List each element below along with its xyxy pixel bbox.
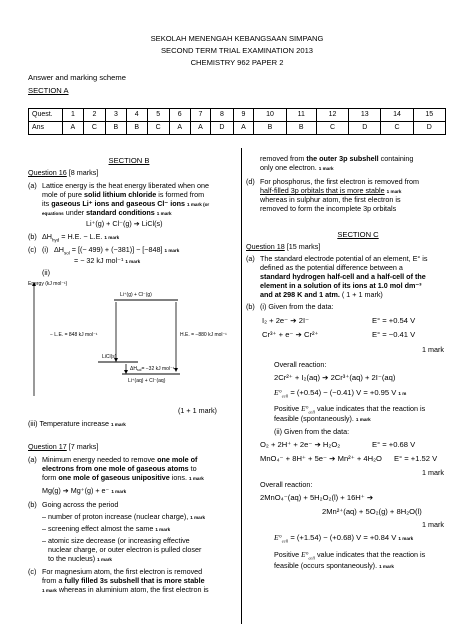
q17-heading: Question 17 xyxy=(28,442,67,451)
table-cell: 4 xyxy=(126,109,147,122)
mark-label: 1 mark xyxy=(189,476,204,481)
mark-label: equations xyxy=(42,211,64,216)
table-cell: 11 xyxy=(286,109,316,122)
q16-c-result xyxy=(74,256,140,265)
table-cell: C xyxy=(381,122,413,135)
table-row-answers xyxy=(29,122,446,135)
q18-pos1-line2 xyxy=(274,414,371,423)
text: value indicates that the reaction is xyxy=(316,404,426,413)
section-b-title: SECTION B xyxy=(108,156,150,165)
bold-text: one mole of xyxy=(157,455,198,464)
right-column xyxy=(246,150,456,630)
table-cell: 3 xyxy=(106,109,127,122)
mark-label: 1 mark xyxy=(111,489,127,494)
column-divider xyxy=(241,148,242,624)
q16-c-line: $\Delta H_{sol}$ = [(− 499) + (−381)] − [−848] 1 mark xyxy=(54,245,180,256)
q18-eq4-left: MnO₄⁻ + 8H⁺ + 5e⁻ ➔ Mn²⁺ + 4H₂O xyxy=(260,454,382,463)
bold-text: electrons from one mole of gaseous atoms xyxy=(42,464,189,473)
table-cell: B xyxy=(286,122,316,135)
q18-a-line2: defined as the potential difference between a xyxy=(260,263,403,272)
q16-c-label: (c) xyxy=(28,245,37,254)
q18-mark2: 1 mark xyxy=(422,468,444,477)
mark-label: 1 mark xyxy=(110,422,126,427)
q16-a-line2 xyxy=(42,190,204,199)
q18-eq4-right: E° = +1.52 V xyxy=(394,454,438,463)
q16-a-line3 xyxy=(42,199,209,208)
text: ( 1 + 1 mark) xyxy=(341,290,383,299)
energy-cycle-diagram xyxy=(28,278,230,400)
solution-enthalpy-label: $\Delta H_{sol}= -32$ kJ mol⁻¹ xyxy=(130,366,175,372)
q18-ecell2-line: $E^\circ_{cell} = (+1.54) - (+0.68) V = +0.84$ V 1 mark xyxy=(274,533,414,544)
mark-label: 1 mark xyxy=(379,564,394,569)
text: (iii) Temperature increase xyxy=(28,419,109,428)
q16-a-line1: Lattice energy is the heat energy liberated when one xyxy=(42,181,210,190)
q17-marks: [7 marks] xyxy=(68,442,99,451)
text: feasible (occurs spontaneously). xyxy=(274,561,378,570)
text: is formed from xyxy=(158,190,205,199)
table-cell: 9 xyxy=(233,109,254,122)
section-b-column xyxy=(28,150,230,630)
mark-label: 1 mark xyxy=(155,527,171,532)
bold-text: fully filled 3s subshell that is more stable xyxy=(64,576,205,585)
text: ΔH xyxy=(42,232,52,241)
paper-title: CHEMISTRY 962 PAPER 2 xyxy=(190,58,284,67)
q18-a-line1: The standard electrode potential of an element, E° is xyxy=(260,254,428,263)
mark-label: 1 mark xyxy=(398,536,414,541)
q18-heading: Question 18 xyxy=(246,242,285,251)
table-row-questions xyxy=(29,109,446,122)
q18-a-label: (a) xyxy=(246,254,255,263)
q18-eq3-right: E° = +0.68 V xyxy=(372,440,416,449)
text: feasible (spontaneously). xyxy=(274,414,354,423)
table-cell: 5 xyxy=(147,109,169,122)
mark-label: 1 mark xyxy=(386,189,402,194)
mark-label: 1 m xyxy=(398,391,407,396)
q17-c-line2 xyxy=(42,576,205,585)
q18-a-line4: element in a solution of its ions at 1.0 mol dm⁻³ xyxy=(260,281,422,290)
table-cell: B xyxy=(106,122,127,135)
section-c-title: SECTION C xyxy=(337,230,379,239)
hydration-energy-label: H.E. = −880 kJ mol⁻¹ xyxy=(180,332,227,338)
q17-b-point3-line1: – atomic size decrease (or increasing effective xyxy=(42,536,190,545)
table-cell: C xyxy=(316,122,348,135)
q17-c-line1: For magnesium atom, the first electron is removed xyxy=(42,567,203,576)
q16-c-ii: (ii) xyxy=(42,268,50,277)
text: mole of pure xyxy=(42,190,82,199)
q18-overall2-eq2: 2Mn²⁺(aq) + 5O₂(g) + 8H₂O(l) xyxy=(322,507,422,516)
q18-heading-line xyxy=(246,242,320,251)
q17-b-point3-line2: nuclear charge, or outer electron is pulled closer xyxy=(48,545,202,554)
q17-c-cont-line1 xyxy=(260,154,413,163)
q16-equation: Li⁺(g) + Cl⁻(g) ➔ LiCl(s) xyxy=(86,219,163,228)
table-cell: 6 xyxy=(169,109,190,122)
q18-overall1-label: Overall reaction: xyxy=(274,360,327,369)
section-a-title: SECTION A xyxy=(28,86,69,95)
table-cell: A xyxy=(190,122,211,135)
school-name: SEKOLAH MENENGAH KEBANGSAAN SIMPANG xyxy=(150,34,324,43)
table-cell: 10 xyxy=(254,109,286,122)
q16-b-label: (b) xyxy=(28,232,37,241)
text: ΔH xyxy=(130,366,137,372)
q17-a-label: (a) xyxy=(28,455,37,464)
q17-d-label: (d) xyxy=(246,177,255,186)
q16-c-marks: (1 + 1 mark) xyxy=(178,406,217,415)
table-cell: D xyxy=(211,122,233,135)
mark-label: 1 mark xyxy=(190,515,206,520)
text: value indicates that the reaction is xyxy=(316,550,426,559)
exam-title: SECOND TERM TRIAL EXAMINATION 2013 xyxy=(160,46,314,55)
text: whereas in aluminium atom, the first electron is xyxy=(58,585,209,594)
bold-text: gaseous Li⁺ ions and gaseous Cl⁻ ions xyxy=(51,199,185,208)
q17-b-text: Going across the period xyxy=(42,500,119,509)
q16-iii-line xyxy=(28,419,126,428)
q18-ecell1-line: $E^\circ_{cell} = (+0.54) - (-0.41) V = +0.95$ V 1 m xyxy=(274,388,407,399)
answer-scheme-label: Answer and marking scheme xyxy=(28,73,126,82)
licl-level-label: LiCl(s) xyxy=(102,354,117,360)
q16-b-line: $\Delta H_{hyd} = H.E$. − L.E. 1 mark xyxy=(42,232,120,243)
q17-d-line3: whereas in sulphur atom, the first electron is xyxy=(260,195,401,204)
q17-b-label: (b) xyxy=(28,500,37,509)
bold-text: and at 298 K and 1 atm. xyxy=(260,290,340,299)
q17-b-point2 xyxy=(42,524,170,533)
text: = − 32 kJ mol⁻¹ xyxy=(74,256,124,265)
table-cell: 13 xyxy=(349,109,381,122)
text: only one electron. xyxy=(260,163,317,172)
q18-mark1: 1 mark xyxy=(422,345,444,354)
q16-c-i: (i) xyxy=(42,245,49,254)
q18-pos2-line1: Positive $E^\circ_{cell}$ value indicates that the reaction is xyxy=(274,550,426,561)
q17-equation-line xyxy=(42,486,126,495)
q18-eq1-right: E° = +0.54 V xyxy=(372,316,416,325)
q18-marks: [15 marks] xyxy=(286,242,321,251)
q17-c-label: (c) xyxy=(28,567,37,576)
q18-eq3-left: O₂ + 2H⁺ + 2e⁻ ➔ H₂O₂ xyxy=(260,440,341,449)
q16-heading-line xyxy=(28,168,98,177)
table-cell: A xyxy=(169,122,190,135)
q18-overall2-label: Overall reaction: xyxy=(260,480,313,489)
q16-a-label: (a) xyxy=(28,181,37,190)
q18-a-line5 xyxy=(260,290,383,299)
table-cell: B xyxy=(254,122,286,135)
q16-a-line4 xyxy=(42,208,172,217)
q17-a-line2 xyxy=(42,464,197,473)
lattice-energy-label: − L.E. = 848 kJ mol⁻¹ xyxy=(50,332,98,338)
text: ions. xyxy=(171,473,187,482)
table-cell: A xyxy=(233,122,254,135)
text: = (+1.54) − (+0.68) V = +0.84 V xyxy=(290,533,397,542)
q18-eq2-right: E° = −0.41 V xyxy=(372,330,416,339)
table-cell: 15 xyxy=(413,109,445,122)
text: – screening effect almost the same xyxy=(42,524,154,533)
q17-d-line1: For phosphorus, the first electron is removed from xyxy=(260,177,419,186)
table-cell: 2 xyxy=(83,109,105,122)
text: under xyxy=(65,208,85,217)
q18-mark3: 1 mark xyxy=(422,520,444,529)
aqueous-level-label: Li⁺(aq) + Cl⁻(aq) xyxy=(128,378,166,384)
q18-a-line3: standard hydrogen half-cell and a half-cell of the xyxy=(260,272,426,281)
q17-c-line3 xyxy=(42,585,209,594)
bold-text: standard conditions xyxy=(86,208,155,217)
q18-pos1-line1: Positive $E^\circ_{cell}$ value indicates that the reaction is xyxy=(274,404,426,415)
bold-text: the outer 3p subshell xyxy=(306,154,379,163)
section-a-answer-table xyxy=(28,108,446,135)
text: containing xyxy=(380,154,414,163)
table-cell: C xyxy=(83,122,105,135)
table-cell: 8 xyxy=(211,109,233,122)
text: its xyxy=(42,199,50,208)
text: Positive xyxy=(274,550,300,559)
text: to xyxy=(190,464,197,473)
text: from a xyxy=(42,576,63,585)
bold-text: one mole of gaseous unipositive xyxy=(58,473,170,482)
q18-b-label: (b) xyxy=(246,302,255,311)
table-cell: D xyxy=(413,122,445,135)
mark-label: 1 mark xyxy=(355,417,371,422)
text: = [(− 499) + (−381)] − [−848] xyxy=(71,245,163,254)
text: to the nucleus) xyxy=(48,554,96,563)
text: = −32 kJ mol⁻¹ xyxy=(141,366,175,372)
mark-label: 1 mark xyxy=(125,259,141,264)
ion-gas-level-label: Li⁺(g) + Cl⁻(g) xyxy=(120,292,152,298)
table-cell: A xyxy=(63,122,84,135)
q18-overall2-eq1: 2MnO₄⁻(aq) + 5H₂O₂(l) + 16H⁺ ➔ xyxy=(260,493,374,502)
energy-axis-label: Energy (kJ mol⁻¹) xyxy=(28,281,68,287)
q18-overall1-eq: 2Cr²⁺ + I₂(aq) ➔ 2Cr³⁺(aq) + 2I⁻(aq) xyxy=(274,373,396,382)
table-cell: B xyxy=(126,122,147,135)
bold-text: solid lithium chloride xyxy=(83,190,157,199)
q16-marks: [8 marks] xyxy=(68,168,99,177)
q18-eq1-left: I₂ + 2e⁻ ➔ 2I⁻ xyxy=(262,316,310,325)
table-cell: 14 xyxy=(381,109,413,122)
q17-a-line1 xyxy=(42,455,197,464)
mark-label: 1 mark xyxy=(156,211,172,216)
table-cell: 1 xyxy=(63,109,84,122)
text: = (+0.54) − (−0.41) V = +0.95 V xyxy=(290,388,397,397)
q17-b-point3-line3 xyxy=(48,554,112,563)
text: Positive xyxy=(274,404,300,413)
q18-b-ii: (ii) Given from the data: xyxy=(274,427,350,436)
q17-a-line3 xyxy=(42,473,204,482)
q18-pos2-line2 xyxy=(274,561,394,570)
q17-d-line2 xyxy=(260,186,401,195)
text: = H.E. − L.E. xyxy=(61,232,103,241)
text: removed from xyxy=(260,154,305,163)
q17-equation: Mg(g) ➔ Mg⁺(g) + e⁻ xyxy=(42,486,110,495)
table-cell: D xyxy=(349,122,381,135)
q17-heading-line xyxy=(28,442,98,451)
mark-label: 1 mark xyxy=(318,166,334,171)
mark-label: 1 mark (or xyxy=(186,202,210,207)
mark-label: 1 mark xyxy=(164,248,180,253)
text: form xyxy=(42,473,57,482)
table-cell: 12 xyxy=(316,109,348,122)
text: Minimum energy needed to remove xyxy=(42,455,156,464)
table-cell: C xyxy=(147,122,169,135)
mark-label: 1 mark xyxy=(104,235,120,240)
q17-b-point1 xyxy=(42,512,205,521)
q17-c-cont-line2 xyxy=(260,163,334,172)
table-cell: 7 xyxy=(190,109,211,122)
row-label-ans: Ans xyxy=(29,122,63,135)
q18-b-i: (i) Given from the data: xyxy=(260,302,334,311)
text: – number of proton increase (nuclear charge), xyxy=(42,512,189,521)
q16-heading: Question 16 xyxy=(28,168,67,177)
text: ΔH xyxy=(54,245,64,254)
mark-label: 1 mark xyxy=(97,557,112,562)
q17-d-line4: removed to form the incomplete 3p orbitals xyxy=(260,204,397,213)
mark-label: 1 mark xyxy=(42,588,57,593)
text: half-filled 3p orbitals that is more stable xyxy=(260,186,385,195)
row-label-quest: Quest. xyxy=(29,109,63,122)
q18-eq2-left: Cr³⁺ + e⁻ ➔ Cr²⁺ xyxy=(262,330,319,339)
